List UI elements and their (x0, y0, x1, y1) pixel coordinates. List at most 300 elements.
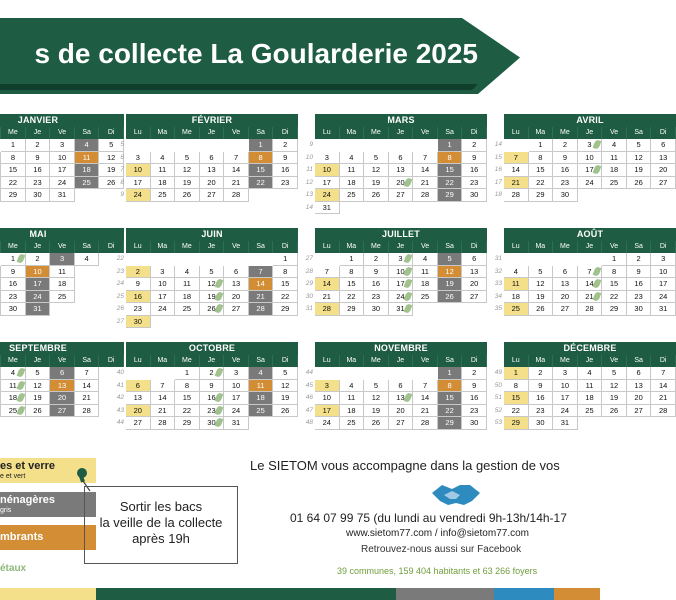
day-cell: 24 (26, 291, 51, 304)
day-cell: 23 (26, 177, 51, 190)
day-cell: 7 (315, 266, 340, 279)
legend-metal-label: étaux (0, 563, 27, 574)
empty-day-cell (249, 253, 274, 266)
day-cell: 6 (126, 380, 151, 393)
title-accent (0, 84, 478, 90)
day-cell: 20 (50, 392, 75, 405)
week-number: 48 (305, 419, 313, 426)
day-cell: 8 (249, 152, 274, 165)
weekday-label: Me (553, 241, 578, 253)
phone-line: 01 64 07 99 75 (du lundi au vendredi 9h-13h/14h-17 (290, 511, 567, 525)
empty-day-cell (553, 253, 578, 266)
weekday-label: Sa (75, 355, 100, 367)
day-cell: 26 (175, 189, 200, 202)
day-cell: 27 (200, 189, 225, 202)
day-cell: 13 (389, 392, 414, 405)
legend-gray (0, 492, 96, 517)
day-cell: 7 (413, 152, 438, 165)
day-cell: 2 (364, 253, 389, 266)
week-number: 18 (494, 191, 502, 198)
weekday-label: Di (651, 355, 676, 367)
weekday-header-row (0, 355, 124, 367)
weekday-label: Sa (627, 241, 652, 253)
day-cell: 26 (529, 303, 554, 316)
week-number: 17 (494, 178, 502, 186)
weekday-label: Lu (315, 241, 340, 253)
empty-day-cell (151, 139, 176, 152)
day-cell: 8 (340, 266, 365, 279)
month-header: FÉVRIER (126, 114, 298, 127)
empty-day-cell (175, 139, 200, 152)
day-cell: 18 (50, 278, 75, 291)
day-cell: 3 (151, 266, 176, 279)
day-cell: 2 (462, 367, 487, 380)
day-cell: 7 (504, 152, 529, 165)
day-cell: 17 (151, 291, 176, 304)
day-cell: 30 (26, 189, 51, 202)
day-cell: 7 (578, 266, 603, 279)
weekday-label: Ma (340, 127, 365, 139)
weekday-label: Ve (602, 127, 627, 139)
legend-orange (0, 525, 96, 550)
week-row (120, 152, 298, 165)
weekday-label: Me (175, 127, 200, 139)
weekday-label: Ma (529, 355, 554, 367)
week-row (494, 189, 676, 202)
day-cell: 16 (529, 392, 554, 405)
day-cell: 26 (364, 417, 389, 430)
week-number: 53 (494, 419, 502, 426)
day-cell: 9 (627, 266, 652, 279)
day-cell: 3 (224, 367, 249, 380)
week-number: 52 (494, 406, 502, 414)
month-septembre (0, 342, 124, 417)
week-number: 44 (116, 419, 124, 426)
day-cell: 4 (75, 253, 100, 266)
weekday-label: Ma (151, 241, 176, 253)
empty-day-cell (75, 189, 100, 202)
weekday-label: Ve (50, 355, 75, 367)
day-cell: 30 (553, 189, 578, 202)
week-row (494, 253, 676, 266)
weekday-label: Je (578, 127, 603, 139)
day-cell: 27 (553, 303, 578, 316)
weekday-header-row (315, 355, 487, 367)
day-cell: 9 (553, 152, 578, 165)
weekday-label: Me (364, 241, 389, 253)
empty-day-cell (389, 367, 414, 380)
week-row (120, 189, 298, 202)
day-cell: 17 (315, 177, 340, 190)
day-cell: 27 (389, 189, 414, 202)
empty-day-cell (627, 189, 652, 202)
empty-day-cell (315, 253, 340, 266)
day-cell: 1 (340, 253, 365, 266)
empty-day-cell (50, 303, 75, 316)
day-cell: 11 (175, 278, 200, 291)
legend-gray-label: nénagères (0, 494, 56, 506)
day-cell: 12 (273, 380, 298, 393)
week-row (305, 392, 487, 405)
day-cell: 2 (462, 139, 487, 152)
day-cell: 15 (602, 278, 627, 291)
week-number: 23 (116, 267, 124, 275)
day-cell: 15 (438, 392, 463, 405)
day-cell: 6 (627, 367, 652, 380)
weekday-header-row (0, 127, 124, 139)
week-row (0, 177, 124, 190)
day-cell: 20 (627, 392, 652, 405)
weekday-label: Di (273, 127, 298, 139)
day-cell: 22 (504, 405, 529, 418)
weekday-label: Di (99, 355, 124, 367)
weekday-label: Di (462, 241, 487, 253)
day-cell: 30 (462, 189, 487, 202)
day-cell: 15 (438, 164, 463, 177)
day-cell: 19 (529, 291, 554, 304)
day-cell: 22 (340, 291, 365, 304)
day-cell: 1 (1, 253, 26, 266)
empty-day-cell (389, 139, 414, 152)
day-cell: 14 (413, 164, 438, 177)
day-cell: 6 (651, 139, 676, 152)
weekday-label: Di (462, 127, 487, 139)
week-row (305, 253, 487, 266)
day-cell: 16 (553, 164, 578, 177)
week-row (116, 253, 298, 266)
day-cell: 16 (627, 278, 652, 291)
month-août (494, 228, 676, 316)
day-cell: 1 (273, 253, 298, 266)
day-cell: 24 (389, 291, 414, 304)
week-row (0, 405, 124, 418)
empty-day-cell (340, 367, 365, 380)
week-row (0, 139, 124, 152)
legend-yellow-label: es et verre (0, 460, 56, 472)
day-cell: 23 (553, 177, 578, 190)
day-cell: 28 (151, 417, 176, 430)
weekday-label: Je (26, 241, 51, 253)
day-cell: 2 (553, 139, 578, 152)
week-row (0, 278, 124, 291)
empty-day-cell (389, 202, 414, 215)
week-row (494, 177, 676, 190)
day-cell: 11 (249, 380, 274, 393)
day-cell: 23 (126, 303, 151, 316)
week-row (0, 380, 124, 393)
day-cell: 23 (200, 405, 225, 418)
empty-day-cell (462, 303, 487, 316)
day-cell: 13 (627, 380, 652, 393)
day-cell: 12 (175, 164, 200, 177)
empty-day-cell (75, 303, 100, 316)
week-row (494, 266, 676, 279)
day-cell: 28 (504, 189, 529, 202)
empty-day-cell (315, 139, 340, 152)
website-link[interactable]: www.sietom77.com / info@sietom77.com (346, 528, 529, 539)
week-row (116, 291, 298, 304)
weekday-label: Sa (627, 355, 652, 367)
week-row (116, 417, 298, 430)
month-header: JUILLET (315, 228, 487, 241)
weekday-label: Di (99, 127, 124, 139)
day-cell: 10 (389, 266, 414, 279)
day-cell: 25 (249, 405, 274, 418)
weekday-label: Je (578, 355, 603, 367)
bar-segment (0, 588, 96, 600)
day-cell: 18 (151, 177, 176, 190)
reminder-line-2: la veille de la collecte (99, 515, 223, 530)
day-cell: 11 (151, 164, 176, 177)
day-cell: 31 (224, 417, 249, 430)
day-cell: 4 (1, 367, 26, 380)
week-row (116, 367, 298, 380)
legend-gray-sub: gris (0, 507, 12, 514)
day-cell: 11 (75, 152, 100, 165)
day-cell: 6 (50, 367, 75, 380)
day-cell: 6 (389, 152, 414, 165)
empty-day-cell (413, 367, 438, 380)
day-cell: 24 (126, 189, 151, 202)
empty-day-cell (175, 316, 200, 329)
day-cell: 14 (578, 278, 603, 291)
week-row (305, 152, 487, 165)
day-cell: 8 (529, 152, 554, 165)
week-number: 26 (116, 305, 124, 312)
month-avril (494, 114, 676, 202)
week-row (309, 139, 487, 152)
day-cell: 23 (364, 291, 389, 304)
weekday-label: Me (364, 355, 389, 367)
day-cell: 4 (340, 152, 365, 165)
reminder-line-1: Sortir les bacs (119, 499, 203, 514)
weekday-header-row (504, 127, 676, 139)
week-number: 46 (305, 394, 313, 401)
day-cell: 16 (462, 164, 487, 177)
empty-day-cell (651, 189, 676, 202)
day-cell: 12 (627, 152, 652, 165)
day-cell: 3 (651, 253, 676, 266)
day-cell: 14 (224, 164, 249, 177)
day-cell: 1 (249, 139, 274, 152)
day-cell: 15 (340, 278, 365, 291)
weekday-label: Ve (413, 355, 438, 367)
week-row (116, 392, 298, 405)
day-cell: 30 (627, 303, 652, 316)
day-cell: 17 (26, 278, 51, 291)
day-cell: 10 (26, 266, 51, 279)
weekday-label: Lu (315, 355, 340, 367)
weekday-label: Sa (249, 127, 274, 139)
empty-day-cell (151, 316, 176, 329)
day-cell: 29 (273, 303, 298, 316)
week-row (494, 392, 676, 405)
day-cell: 11 (602, 152, 627, 165)
day-cell: 4 (340, 380, 365, 393)
day-cell: 22 (438, 177, 463, 190)
day-cell: 12 (364, 164, 389, 177)
month-février (120, 114, 298, 202)
day-cell: 14 (249, 278, 274, 291)
day-cell: 24 (315, 189, 340, 202)
weekday-label: Di (273, 241, 298, 253)
day-cell: 2 (273, 139, 298, 152)
empty-day-cell (602, 189, 627, 202)
day-cell: 17 (315, 405, 340, 418)
day-cell: 10 (553, 380, 578, 393)
day-cell: 9 (529, 380, 554, 393)
week-number: 28 (305, 267, 313, 275)
handshake-icon (430, 479, 482, 509)
day-cell: 26 (602, 405, 627, 418)
month-header: MAI (0, 228, 124, 241)
week-row (494, 291, 676, 304)
day-cell: 27 (651, 177, 676, 190)
day-cell: 19 (364, 405, 389, 418)
week-number: 50 (494, 381, 502, 389)
day-cell: 30 (462, 417, 487, 430)
day-cell: 3 (126, 152, 151, 165)
month-header: DÉCEMBRE (504, 342, 676, 355)
empty-day-cell (200, 139, 225, 152)
empty-day-cell (151, 253, 176, 266)
day-cell: 17 (389, 278, 414, 291)
day-cell: 11 (504, 278, 529, 291)
weekday-label: Ma (340, 241, 365, 253)
reminder-line-3: après 19h (132, 531, 190, 546)
month-juin (116, 228, 298, 328)
day-cell: 25 (578, 405, 603, 418)
day-cell: 31 (26, 303, 51, 316)
day-cell: 28 (578, 303, 603, 316)
week-row (0, 164, 124, 177)
week-row (305, 278, 487, 291)
week-number: 51 (494, 394, 502, 401)
day-cell: 25 (175, 303, 200, 316)
day-cell: 19 (438, 278, 463, 291)
day-cell: 29 (175, 417, 200, 430)
day-cell: 19 (99, 164, 124, 177)
day-cell: 23 (273, 177, 298, 190)
day-cell: 20 (651, 164, 676, 177)
day-cell: 28 (413, 417, 438, 430)
day-cell: 29 (504, 417, 529, 430)
day-cell: 10 (315, 392, 340, 405)
day-cell: 4 (413, 253, 438, 266)
week-row (494, 417, 676, 430)
day-cell: 21 (578, 291, 603, 304)
month-header: NOVEMBRE (315, 342, 487, 355)
day-cell: 28 (249, 303, 274, 316)
week-row (305, 303, 487, 316)
day-cell: 24 (553, 405, 578, 418)
day-cell: 24 (651, 291, 676, 304)
empty-day-cell (273, 316, 298, 329)
week-row (494, 367, 676, 380)
week-row (116, 266, 298, 279)
day-cell: 6 (200, 152, 225, 165)
day-cell: 9 (126, 278, 151, 291)
day-cell: 5 (602, 367, 627, 380)
day-cell: 23 (462, 405, 487, 418)
day-cell: 16 (26, 164, 51, 177)
day-cell: 8 (175, 380, 200, 393)
day-cell: 27 (389, 417, 414, 430)
week-number: 34 (494, 292, 502, 300)
day-cell: 19 (26, 392, 51, 405)
day-cell: 16 (1, 278, 26, 291)
day-cell: 21 (504, 177, 529, 190)
day-cell: 2 (26, 253, 51, 266)
day-cell: 5 (627, 139, 652, 152)
day-cell: 14 (315, 278, 340, 291)
day-cell: 4 (151, 152, 176, 165)
empty-day-cell (126, 367, 151, 380)
weekday-label: Ve (413, 127, 438, 139)
day-cell: 1 (1, 139, 26, 152)
info-block (250, 458, 600, 473)
month-header: AVRIL (504, 114, 676, 127)
day-cell: 4 (249, 367, 274, 380)
day-cell: 2 (26, 139, 51, 152)
day-cell: 5 (364, 380, 389, 393)
day-cell: 29 (529, 189, 554, 202)
day-cell: 17 (553, 392, 578, 405)
weekday-label: Lu (315, 127, 340, 139)
day-cell: 27 (126, 417, 151, 430)
empty-day-cell (75, 291, 100, 304)
empty-day-cell (578, 189, 603, 202)
weekday-label: Je (26, 127, 51, 139)
legend-orange-label: mbrants (0, 531, 44, 543)
week-row (494, 303, 676, 316)
day-cell: 31 (651, 303, 676, 316)
weekday-label: Lu (504, 127, 529, 139)
empty-day-cell (651, 417, 676, 430)
day-cell: 13 (389, 164, 414, 177)
week-row (0, 303, 124, 316)
day-cell: 18 (340, 177, 365, 190)
empty-day-cell (75, 278, 100, 291)
day-cell: 9 (26, 152, 51, 165)
day-cell: 5 (273, 367, 298, 380)
day-cell: 18 (504, 291, 529, 304)
week-number: 25 (116, 292, 124, 300)
day-cell: 13 (50, 380, 75, 393)
weekday-label: Di (462, 355, 487, 367)
empty-day-cell (151, 367, 176, 380)
day-cell: 12 (364, 392, 389, 405)
day-cell: 12 (529, 278, 554, 291)
day-cell: 24 (315, 417, 340, 430)
day-cell: 4 (504, 266, 529, 279)
weekday-header-row (0, 241, 124, 253)
day-cell: 10 (315, 164, 340, 177)
day-cell: 9 (462, 152, 487, 165)
bar-segment (554, 588, 600, 600)
day-cell: 21 (75, 392, 100, 405)
month-header: MARS (315, 114, 487, 127)
day-cell: 20 (389, 405, 414, 418)
day-cell: 21 (413, 405, 438, 418)
day-cell: 23 (529, 405, 554, 418)
week-number: 27 (116, 317, 124, 325)
day-cell: 16 (200, 392, 225, 405)
day-cell: 2 (529, 367, 554, 380)
empty-day-cell (249, 417, 274, 430)
weekday-label: Ve (224, 355, 249, 367)
week-row (494, 139, 676, 152)
